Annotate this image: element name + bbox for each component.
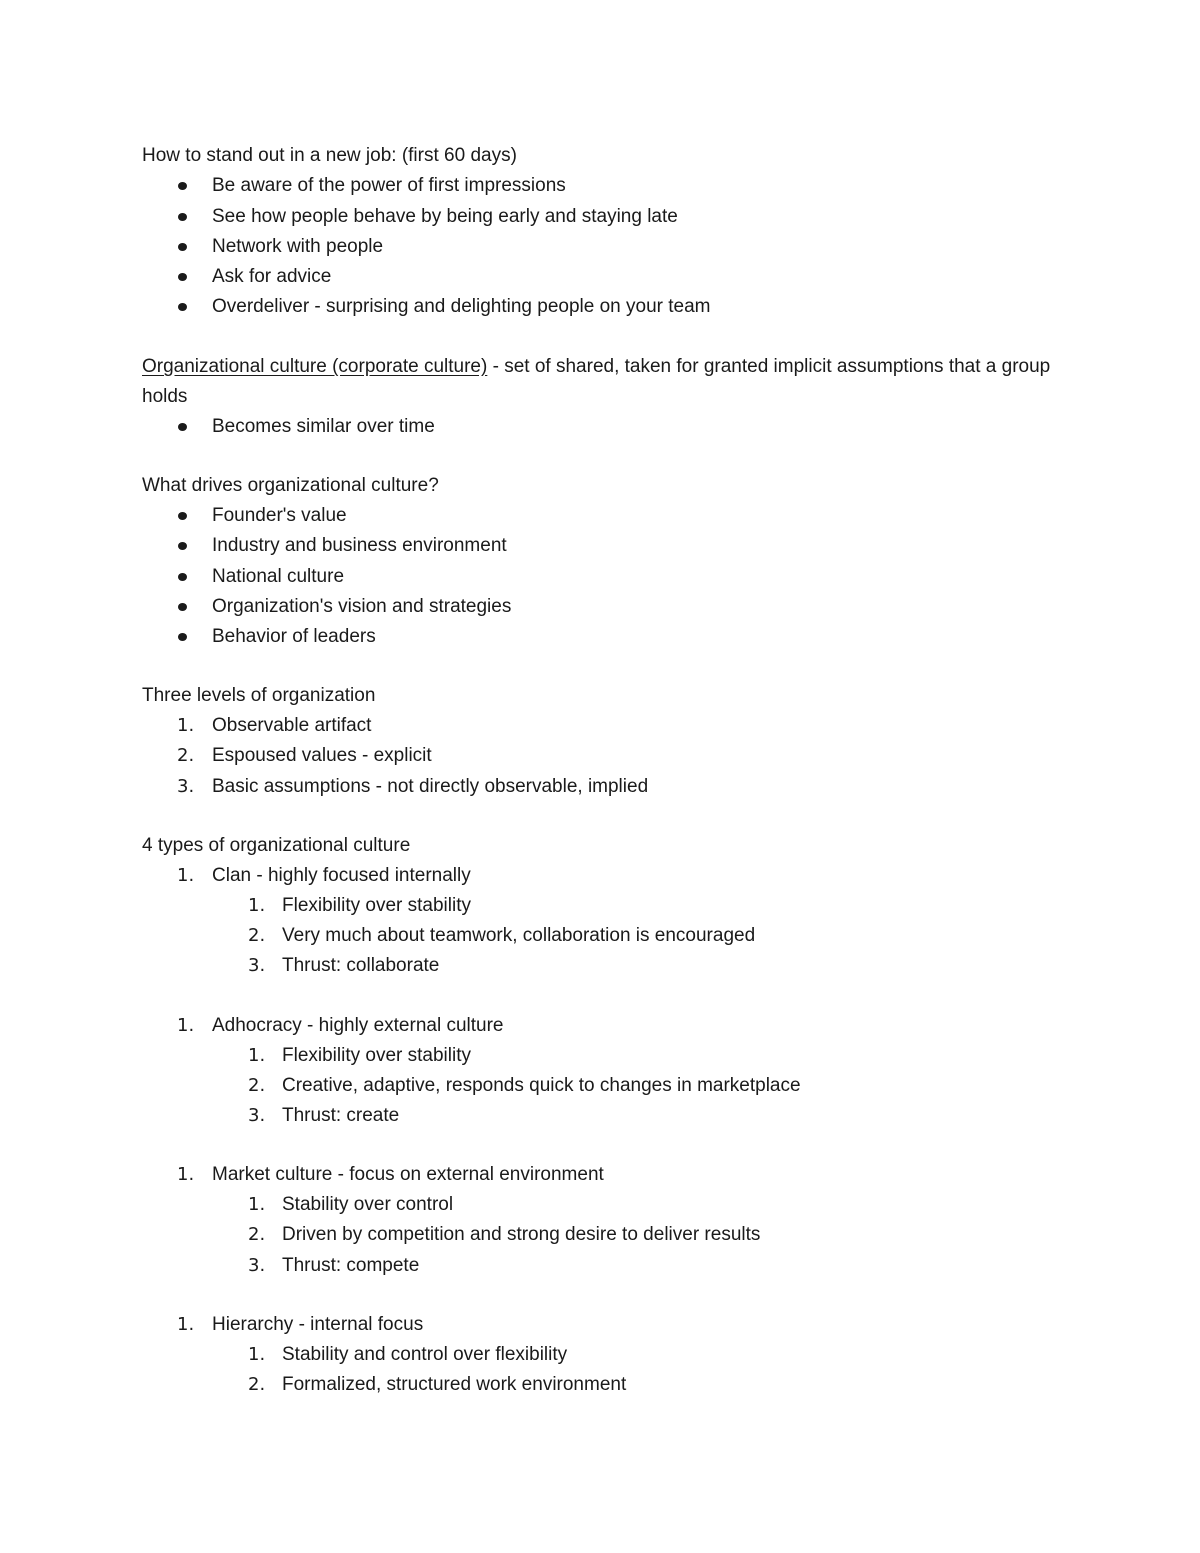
list-number: 1. (248, 1344, 266, 1365)
definition-paragraph (142, 352, 1052, 412)
heading-three-levels: Three levels of organization (142, 685, 376, 706)
heading-stand-out: How to stand out in a new job: (first 60 days) (142, 145, 517, 166)
bullet-icon (178, 182, 187, 190)
list-number: 1. (248, 1194, 266, 1215)
list-number: 1. (177, 865, 195, 886)
bullet-icon (178, 303, 187, 311)
bullet-icon (178, 423, 187, 431)
bullet-icon (178, 633, 187, 641)
bullet-icon (178, 512, 187, 520)
bullet-icon (178, 273, 187, 281)
list-number: 3. (177, 776, 195, 797)
bullet-icon (178, 243, 187, 251)
list-number: 1. (177, 1015, 195, 1036)
list-number: 3. (248, 955, 266, 976)
bullet-icon (178, 603, 187, 611)
list-number: 1. (248, 1045, 266, 1066)
definition-text: - set of shared, taken for granted implicit assumptions that a group holds (142, 356, 1051, 407)
document-page: How to stand out in a new job: (first 60 days) Be aware of the power of first impressions See how people behave by being early and staying late Network with people Ask for advice Overdeliver - surprising and delighting people on your team Organizational culture (corporate culture) - set of shared, taken for granted implicit assumptions that a group holds Becomes similar over time What drives organizational culture? Founder's value Industry and business environment National culture Organization's vision and strategies Behavior of leaders Three levels of organization 1. Observable artifact 2. Espoused values - explicit 3. Basic assumptions - not directly observable, implied 4 types of organizational culture 1. Clan - highly focused internally 1. Flexibility over stability 2. Very much about teamwork, collaboration is encouraged 3. Thrust: collaborate 1. Adhocracy - highly external culture 1. Flexibility over stability 2. Creative, adaptive, responds quick to changes in marketplace 3. Thrust: create 1. Market culture - focus on external environment 1. Stability over control 2. Driven by competition and strong desire to deliver results 3. Thrust: compete 1. Hierarchy - internal focus 1. Stability and control over flexibility 2. Formalized, structured work environment (0, 0, 1200, 1553)
heading-drivers: What drives organizational culture? (142, 475, 439, 496)
list-number: 2. (177, 745, 195, 766)
list-number: 1. (177, 715, 195, 736)
bullet-icon (178, 542, 187, 550)
bullet-icon (178, 573, 187, 581)
list-number: 1. (177, 1164, 195, 1185)
list-number: 1. (248, 895, 266, 916)
list-number: 1. (177, 1314, 195, 1335)
list-number: 2. (248, 925, 266, 946)
list-number: 3. (248, 1255, 266, 1276)
heading-four-types: 4 types of organizational culture (142, 835, 411, 856)
list-number: 3. (248, 1105, 266, 1126)
defined-term: Organizational culture (corporate culture) (142, 356, 488, 377)
list-number: 2. (248, 1075, 266, 1096)
bullet-icon (178, 213, 187, 221)
list-number: 2. (248, 1224, 266, 1245)
list-number: 2. (248, 1374, 266, 1395)
